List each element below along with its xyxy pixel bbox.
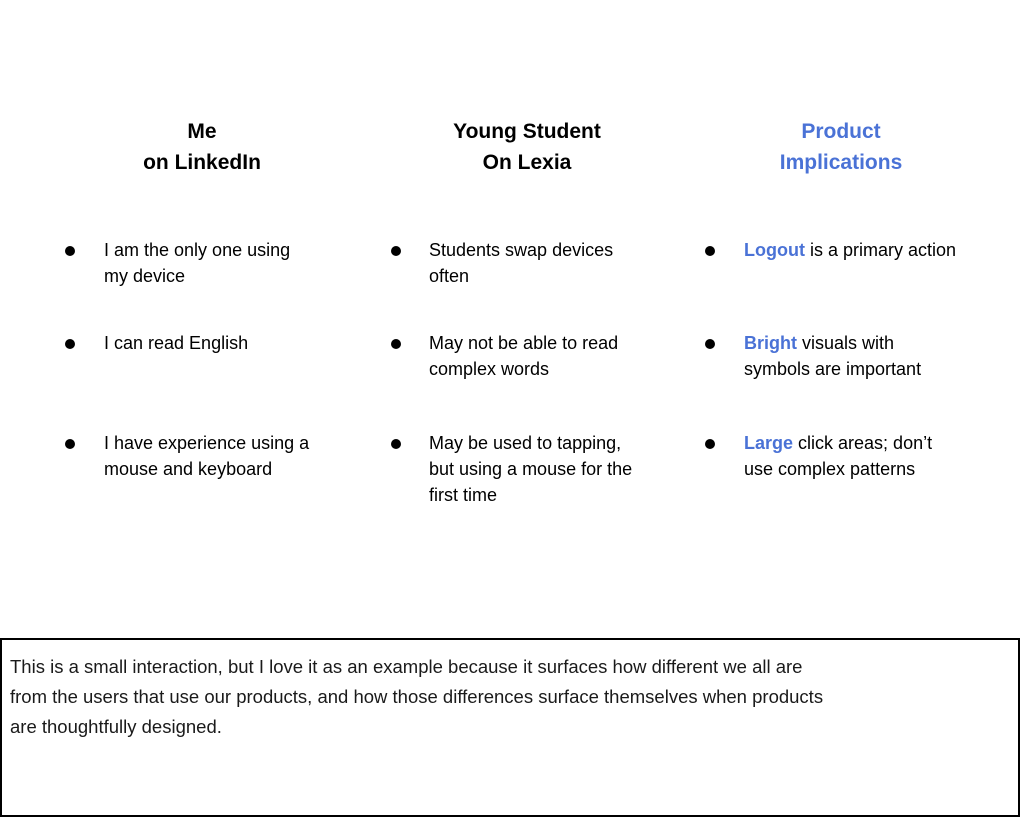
highlight-word: Large bbox=[744, 433, 794, 453]
item-text: mouse and keyboard bbox=[104, 459, 273, 479]
highlight-word: Bright bbox=[744, 333, 797, 353]
bullet-icon bbox=[65, 339, 75, 349]
list-item bbox=[744, 430, 932, 482]
bullet-icon bbox=[65, 439, 75, 449]
list-item bbox=[744, 237, 956, 263]
item-text: symbols are important bbox=[744, 359, 922, 379]
item-text: but using a mouse for the bbox=[429, 459, 633, 479]
list-item bbox=[104, 237, 290, 289]
list-item bbox=[744, 330, 921, 382]
item-text: click areas; don’t bbox=[793, 433, 933, 453]
column-heading-young-student bbox=[377, 116, 677, 178]
heading-line: Young Student bbox=[453, 120, 601, 143]
item-text: I have experience using a bbox=[104, 433, 310, 453]
list-item bbox=[429, 237, 613, 289]
list-item bbox=[104, 430, 309, 482]
item-text: Students swap devices bbox=[429, 240, 614, 260]
item-text: May not be able to read bbox=[429, 333, 619, 353]
column-heading-product-implications bbox=[691, 116, 991, 178]
bullet-icon bbox=[391, 339, 401, 349]
item-text: often bbox=[429, 266, 470, 286]
item-text: May be used to tapping, bbox=[429, 433, 622, 453]
item-text: I can read English bbox=[104, 333, 249, 353]
list-item bbox=[429, 430, 632, 508]
heading-line: On Lexia bbox=[482, 151, 572, 174]
bullet-icon bbox=[705, 439, 715, 449]
item-text: is a primary action bbox=[804, 240, 957, 260]
note-text: from the users that use our products, and how those differences surface themselves when products bbox=[10, 686, 824, 707]
note-text: This is a small interaction, but I love it as an example because it surfaces how different we all are bbox=[10, 656, 803, 677]
speaker-note-box bbox=[0, 638, 1020, 817]
highlight-word: Logout bbox=[744, 240, 805, 260]
heading-line: Me bbox=[187, 120, 217, 143]
bullet-icon bbox=[705, 246, 715, 256]
heading-line: Product bbox=[801, 120, 881, 143]
item-text: visuals with bbox=[797, 333, 895, 353]
note-text: are thoughtfully designed. bbox=[10, 716, 222, 737]
column-heading-me bbox=[52, 116, 352, 178]
bullet-icon bbox=[391, 246, 401, 256]
bullet-icon bbox=[391, 439, 401, 449]
item-text: first time bbox=[429, 485, 498, 505]
item-text: my device bbox=[104, 266, 186, 286]
item-text: complex words bbox=[429, 359, 550, 379]
bullet-icon bbox=[705, 339, 715, 349]
item-text: I am the only one using bbox=[104, 240, 291, 260]
heading-line: on LinkedIn bbox=[143, 151, 261, 174]
bullet-icon bbox=[65, 246, 75, 256]
heading-line: Implications bbox=[779, 151, 903, 174]
list-item bbox=[104, 330, 248, 356]
item-text: use complex patterns bbox=[744, 459, 916, 479]
list-item bbox=[429, 330, 618, 382]
